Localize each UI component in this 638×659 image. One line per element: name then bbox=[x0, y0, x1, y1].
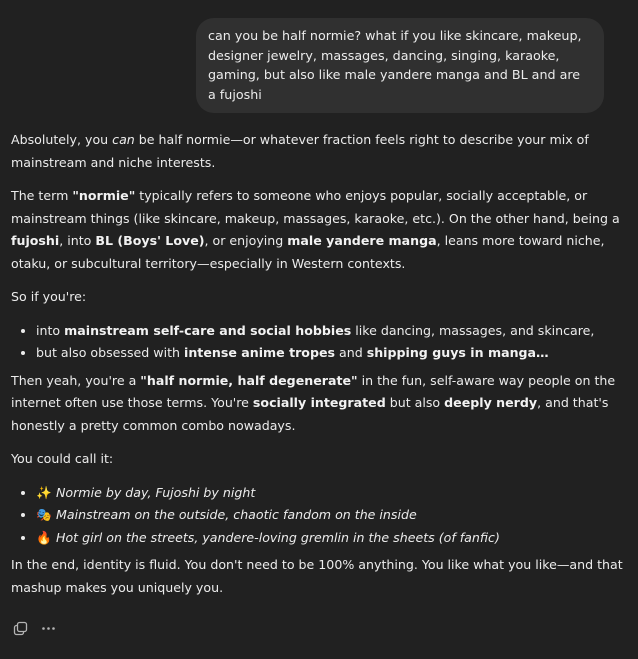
text: in the fun, self-aware way people on the internet often use those terms. You're bbox=[11, 372, 616, 410]
response-paragraph-3: So if you're: bbox=[11, 289, 87, 304]
text: but also obsessed with bbox=[36, 345, 185, 360]
copy-icon bbox=[13, 621, 28, 636]
text: but also bbox=[385, 395, 445, 410]
text: , and that's honestly a pretty common combo nowadays. bbox=[11, 395, 609, 433]
bold-text: male yandere manga bbox=[287, 233, 437, 248]
text: , into bbox=[59, 233, 96, 248]
list-item bbox=[36, 504, 631, 527]
assistant-response bbox=[11, 129, 631, 610]
bold-text: "normie" bbox=[72, 188, 136, 203]
list-item bbox=[36, 342, 631, 365]
text: and bbox=[335, 345, 367, 360]
bold-text: fujoshi bbox=[11, 233, 60, 248]
copy-button[interactable] bbox=[11, 619, 29, 637]
theater-masks-icon: 🎭 bbox=[36, 507, 52, 522]
response-paragraph-5: You could call it: bbox=[11, 451, 114, 466]
text: The term bbox=[11, 188, 73, 203]
bold-text: deeply nerdy bbox=[444, 395, 538, 410]
bold-text: BL (Boys' Love) bbox=[95, 233, 205, 248]
list-item bbox=[36, 527, 631, 550]
response-paragraph-6: In the end, identity is fluid. You don't need to be 100% anything. You like what you like—and that mashup makes you uniquely you. bbox=[11, 557, 623, 595]
bold-text: intense anime tropes bbox=[184, 345, 336, 360]
list-item bbox=[36, 320, 631, 343]
text: into bbox=[36, 322, 65, 338]
response-paragraph-1 bbox=[11, 129, 631, 174]
text: , leans more toward niche, otaku, or subcultural territory—especially in Western contexts. bbox=[11, 233, 605, 271]
user-message-bubble bbox=[196, 18, 604, 113]
bullet-list-2 bbox=[11, 482, 631, 550]
user-message-text: can you be half normie? what if you like skincare, makeup, designer jewelry, massages, dancing, singing, karaoke, gaming, but also like male yandere manga and BL and are a fujoshi bbox=[208, 28, 582, 102]
fire-icon: 🔥 bbox=[36, 529, 52, 545]
italic-text: Mainstream on the outside, chaotic fandom on the inside bbox=[56, 507, 417, 522]
italic-text: Normie by day, Fujoshi by night bbox=[56, 484, 256, 500]
text: be half normie—or whatever fraction feels right to describe your mix of mainstream and niche interests. bbox=[11, 132, 589, 170]
bullet-list-1 bbox=[11, 320, 631, 365]
emphasis: can bbox=[112, 132, 135, 147]
sparkles-icon: ✨ bbox=[36, 484, 52, 500]
bold-text: "half normie, half degenerate" bbox=[140, 372, 358, 388]
text: Then yeah, you're a bbox=[11, 372, 141, 388]
text: typically refers to someone who enjoys popular, socially acceptable, or mainstream things (like skincare, makeup, massages, karaoke, etc.). On the other hand, being a bbox=[11, 188, 620, 226]
bold-text: socially integrated bbox=[252, 395, 386, 410]
bold-text: mainstream self-care and social hobbies bbox=[64, 322, 352, 338]
response-paragraph-4 bbox=[11, 370, 631, 438]
more-icon bbox=[41, 621, 56, 636]
list-item bbox=[36, 482, 631, 505]
text: Absolutely, you bbox=[11, 132, 113, 147]
text: , or enjoying bbox=[204, 233, 288, 248]
response-paragraph-2 bbox=[11, 185, 631, 275]
more-options-button[interactable] bbox=[39, 619, 57, 637]
bold-text: shipping guys in manga… bbox=[366, 345, 549, 360]
text: like dancing, massages, and skincare, bbox=[351, 322, 595, 338]
message-actions bbox=[11, 619, 57, 637]
italic-text: Hot girl on the streets, yandere-loving gremlin in the sheets (of fanfic) bbox=[56, 529, 500, 545]
